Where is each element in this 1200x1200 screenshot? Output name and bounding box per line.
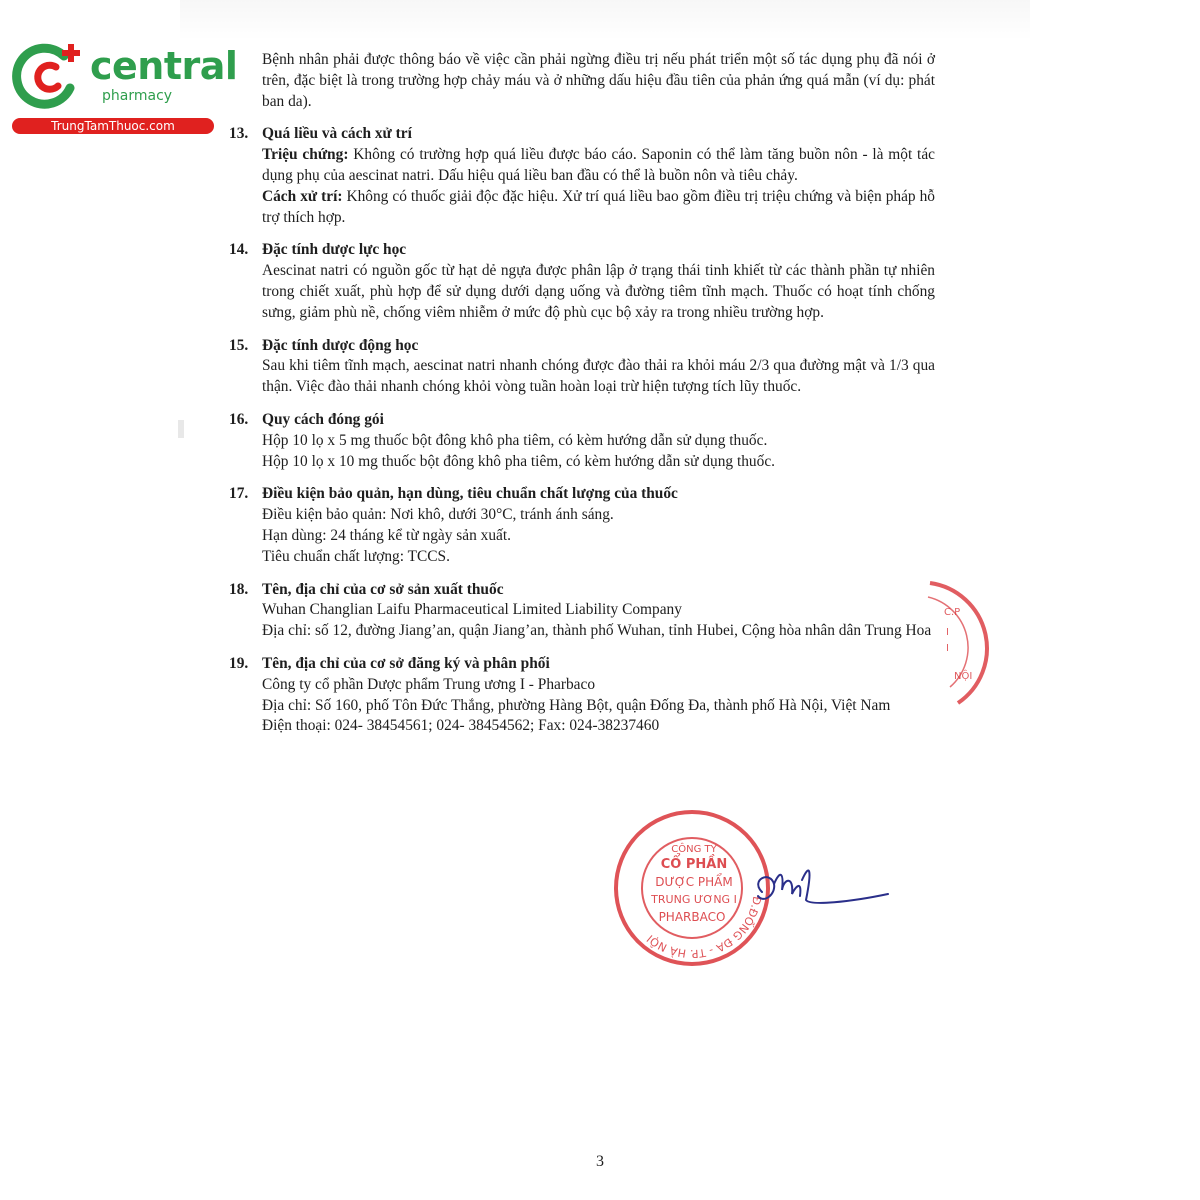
paragraph-label: Triệu chứng: bbox=[262, 146, 349, 164]
stamp-line-2: CỔ PHẦN bbox=[660, 857, 728, 872]
paragraph-label: Cách xử trí: bbox=[262, 187, 343, 205]
section-heading bbox=[229, 484, 935, 505]
section-heading bbox=[229, 124, 935, 145]
sections-container bbox=[229, 124, 935, 737]
svg-text:NỘI: NỘI bbox=[954, 671, 973, 682]
section-16 bbox=[229, 410, 935, 472]
pharmacy-logo[interactable] bbox=[8, 38, 238, 138]
section-heading bbox=[229, 240, 935, 261]
paragraph-text: Điều kiện bảo quản: Nơi khô, dưới 30°C, tránh ánh sáng. bbox=[262, 506, 614, 524]
paragraph-text: Tiêu chuẩn chất lượng: TCCS. bbox=[262, 547, 450, 565]
section-paragraph bbox=[229, 431, 935, 452]
section-number: 16. bbox=[229, 410, 249, 428]
section-title: Đặc tính dược lực học bbox=[262, 241, 407, 259]
section-number: 19. bbox=[229, 654, 249, 672]
section-number: 15. bbox=[229, 336, 249, 354]
paragraph-text: Không có trường hợp quá liều được báo cáo. Saponin có thể làm tăng buồn nôn - là một tác dụng phụ của aescinat natri. Dấu hiệu quá liều ban đầu có thể là buồn nôn và tiêu chảy. bbox=[262, 146, 935, 184]
section-number: 14. bbox=[229, 241, 249, 259]
section-title: Tên, địa chỉ của cơ sở đăng ký và phân phối bbox=[262, 654, 550, 672]
section-14 bbox=[229, 240, 935, 323]
paragraph-text: Wuhan Changlian Laifu Pharmaceutical Limited Liability Company bbox=[262, 601, 682, 619]
section-number: 17. bbox=[229, 485, 249, 503]
section-number: 13. bbox=[229, 125, 249, 143]
section-paragraph bbox=[229, 675, 935, 696]
section-paragraph bbox=[229, 547, 935, 568]
paragraph-text: Công ty cổ phần Dược phẩm Trung ương I - Pharbaco bbox=[262, 675, 596, 693]
section-paragraph bbox=[229, 187, 935, 229]
paragraph-text: Hạn dùng: 24 tháng kể từ ngày sản xuất. bbox=[262, 526, 511, 544]
stamp-line-3: DƯỢC PHẨM bbox=[655, 875, 733, 889]
page-number: 3 bbox=[596, 1153, 604, 1170]
svg-text:I: I bbox=[946, 643, 949, 654]
section-heading bbox=[229, 580, 935, 601]
stamp-line-4: TRUNG ƯƠNG I bbox=[651, 893, 737, 906]
logo-name: central bbox=[90, 44, 238, 88]
section-paragraph bbox=[229, 526, 935, 547]
svg-text:C.P: C.P bbox=[944, 607, 961, 618]
section-13 bbox=[229, 124, 935, 228]
section-title: Điều kiện bảo quản, hạn dùng, tiêu chuẩn chất lượng của thuốc bbox=[262, 485, 678, 503]
side-stamp-icon bbox=[920, 575, 990, 715]
section-paragraph bbox=[229, 716, 935, 737]
intro-paragraph: Bệnh nhân phải được thông báo về việc cần phải ngừng điều trị nếu phát triển một số tác dụng phụ đã nói ở trên, đặc biệt là trong trường hợp chảy máu và ở những dấu hiệu đầu tiên của phản ứng quá mẫn (ví dụ: phát ban da). bbox=[262, 51, 935, 110]
central-logo-icon bbox=[12, 40, 86, 114]
section-17 bbox=[229, 484, 935, 567]
section-title: Đặc tính dược động học bbox=[262, 336, 419, 354]
section-title: Tên, địa chỉ của cơ sở sản xuất thuốc bbox=[262, 580, 504, 598]
section-number: 18. bbox=[229, 580, 249, 598]
stamp-line-1: CÔNG TY bbox=[671, 844, 717, 855]
section-19 bbox=[229, 654, 935, 737]
section-paragraph bbox=[229, 145, 935, 187]
paragraph-text: Sau khi tiêm tĩnh mạch, aescinat natri nhanh chóng được đào thải ra khỏi máu 2/3 qua đường mật và 1/3 qua thận. Việc đào thải nhanh chóng khỏi vòng tuần hoàn loại trừ hiện tượng tích lũy thuốc. bbox=[262, 357, 935, 396]
stamp-line-5: PHARBACO bbox=[658, 910, 726, 924]
paragraph-text: Hộp 10 lọ x 10 mg thuốc bột đông khô pha tiêm, có kèm hướng dẫn sử dụng thuốc. bbox=[262, 452, 775, 470]
section-18 bbox=[229, 580, 935, 642]
svg-text:I: I bbox=[946, 627, 949, 638]
paragraph-text: Aescinat natri có nguồn gốc từ hạt dẻ ngựa được phân lập ở trạng thái tinh khiết từ các thành phần tự nhiên trong chiết xuất, phù hợp để sử dụng dưới dạng uống và đường tiêm tĩnh mạch. Thuốc có hoạt tính chống sưng, giảm phù nề, chống viêm nhiễm ở mức độ phù cục bộ xảy ra trong nhiều trường hợp. bbox=[262, 262, 935, 321]
section-title: Quá liều và cách xử trí bbox=[262, 125, 412, 143]
section-15 bbox=[229, 336, 935, 398]
scan-shadow bbox=[180, 0, 1030, 40]
section-paragraph bbox=[229, 505, 935, 526]
section-paragraph bbox=[229, 600, 935, 621]
section-paragraph bbox=[229, 696, 935, 717]
paragraph-text: Địa chỉ: Số 160, phố Tôn Đức Thắng, phường Hàng Bột, quận Đống Đa, thành phố Hà Nội, Việt Nam bbox=[262, 696, 891, 714]
section-paragraph bbox=[229, 621, 935, 642]
section-heading bbox=[229, 336, 935, 357]
paragraph-text: Điện thoại: 024- 38454561; 024- 38454562; Fax: 024-38237460 bbox=[262, 717, 660, 735]
logo-website[interactable]: TrungTamThuoc.com bbox=[12, 118, 214, 134]
section-title: Quy cách đóng gói bbox=[262, 410, 384, 428]
section-paragraph bbox=[229, 356, 935, 398]
paragraph-text: Hộp 10 lọ x 5 mg thuốc bột đông khô pha tiêm, có kèm hướng dẫn sử dụng thuốc. bbox=[262, 431, 768, 449]
paragraph-text: Không có thuốc giải độc đặc hiệu. Xử trí quá liều bao gồm điều trị triệu chứng và biện pháp hỗ trợ thích hợp. bbox=[262, 187, 935, 226]
scan-margin-mark bbox=[178, 420, 184, 438]
section-paragraph bbox=[229, 261, 935, 323]
section-heading bbox=[229, 410, 935, 431]
stamp-ring-text: Đ.ĐỐNG ĐA - TP. HÀ NỘI bbox=[644, 895, 764, 961]
logo-subtitle: pharmacy bbox=[102, 88, 173, 104]
signature-icon bbox=[740, 860, 900, 920]
section-paragraph bbox=[229, 452, 935, 473]
document-body bbox=[229, 50, 935, 737]
section-heading bbox=[229, 654, 935, 675]
paragraph-text: Địa chỉ: số 12, đường Jiang’an, quận Jiang’an, thành phố Wuhan, tỉnh Hubei, Cộng hòa nhân dân Trung Hoa bbox=[262, 622, 932, 640]
